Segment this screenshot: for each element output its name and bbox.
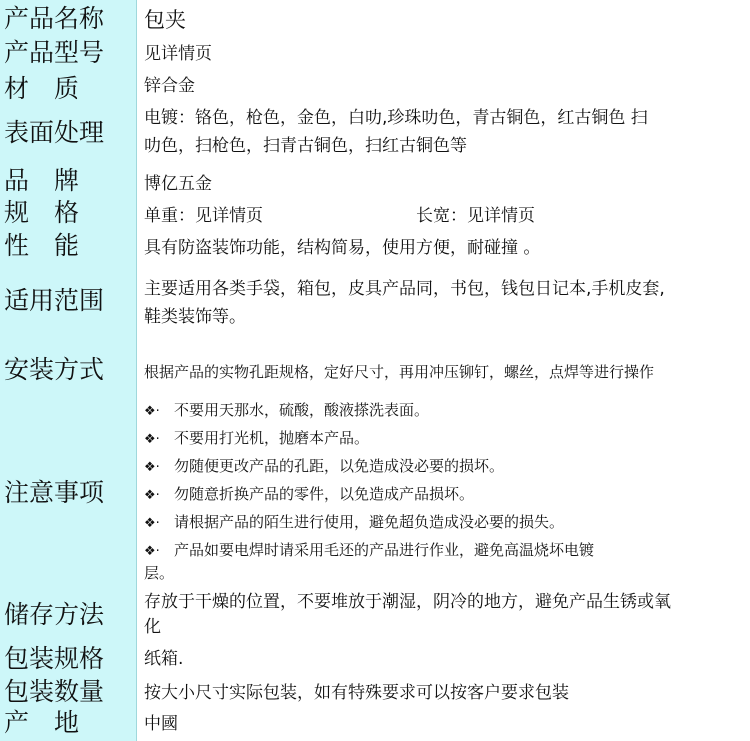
spec-weight: 单重：见详情页 [144,206,263,226]
diamond-bullet-icon: ❖· [144,460,160,475]
product-name-label: 产品名称 [4,4,105,33]
diamond-bullet-icon: ❖· [144,488,160,503]
notes-label: 注意事项 [4,478,105,507]
scope-value-line2: 鞋类装饰等。 [144,307,246,327]
surface-value-line2: 叻色，扫枪色，扫青古铜色，扫红古铜色等 [144,136,467,156]
material-label: 材 质 [4,74,80,103]
diamond-bullet-icon: ❖· [144,544,160,559]
diamond-bullet-icon: ❖· [144,516,160,531]
performance-value: 具有防盗装饰功能，结构简易，使用方便，耐碰撞 。 [144,238,541,258]
install-label: 安装方式 [4,355,105,384]
note-item [144,539,594,563]
note-text: 不要用天那水，硫酸，酸液搽洗表面。 [174,401,430,419]
product-name-value: 包夹 [144,8,186,32]
diamond-bullet-icon: ❖· [144,404,160,419]
surface-label: 表面处理 [4,118,105,147]
product-model-value: 见详情页 [144,44,212,64]
spec-size: 长宽：见详情页 [416,206,535,226]
note-item [144,511,564,535]
note-text: 勿随意折换产品的零件，以免造成产品损坏。 [174,485,475,503]
storage-label: 储存方法 [4,600,105,629]
pack-qty-value: 按大小尺寸实际包装，如有特殊要求可以按客户要求包装 [144,683,569,703]
pack-qty-label: 包装数量 [4,677,105,706]
pack-spec-value: 纸箱. [144,649,184,669]
storage-value-line1: 存放于干燥的位置，不要堆放于潮湿，阴冷的地方，避免产品生锈或氧 [144,592,671,612]
install-value: 根据产品的实物孔距规格，定好尺寸，再用冲压铆钉，螺丝，点焊等进行操作 [144,363,655,381]
diamond-bullet-icon: ❖· [144,432,160,447]
note-item-tail: 层。 [144,564,175,582]
performance-label: 性 能 [4,231,80,260]
scope-value-line1: 主要适用各类手袋，箱包，皮具产品同，书包，钱包日记本,手机皮套, [144,279,665,299]
brand-value: 博亿五金 [144,174,212,194]
note-item [144,427,369,451]
note-item [144,399,429,423]
spec-label: 规 格 [4,198,80,227]
product-model-label: 产品型号 [4,38,105,67]
material-value: 锌合金 [144,76,195,96]
scope-label: 适用范围 [4,286,105,315]
note-text: 不要用打光机，抛磨本产品。 [174,429,370,447]
brand-label: 品 牌 [4,166,80,195]
origin-value: 中國 [144,714,178,734]
surface-value-line1: 电镀：铬色，枪色，金色，白叻,珍珠叻色，青古铜色，红古铜色 扫 [144,108,648,128]
storage-value-line2: 化 [144,617,161,637]
note-text: 请根据产品的陌生进行使用，避免超负造成没必要的损失。 [174,513,565,531]
note-text: 产品如要电焊时请采用毛还的产品进行作业，避免高温烧坏电镀 [174,541,595,559]
note-text: 勿随便更改产品的孔距，以免造成没必要的损坏。 [174,457,505,475]
column-divider [136,0,137,741]
note-item [144,483,474,507]
pack-spec-label: 包装规格 [4,644,105,673]
note-item [144,455,504,479]
origin-label: 产 地 [4,708,80,737]
